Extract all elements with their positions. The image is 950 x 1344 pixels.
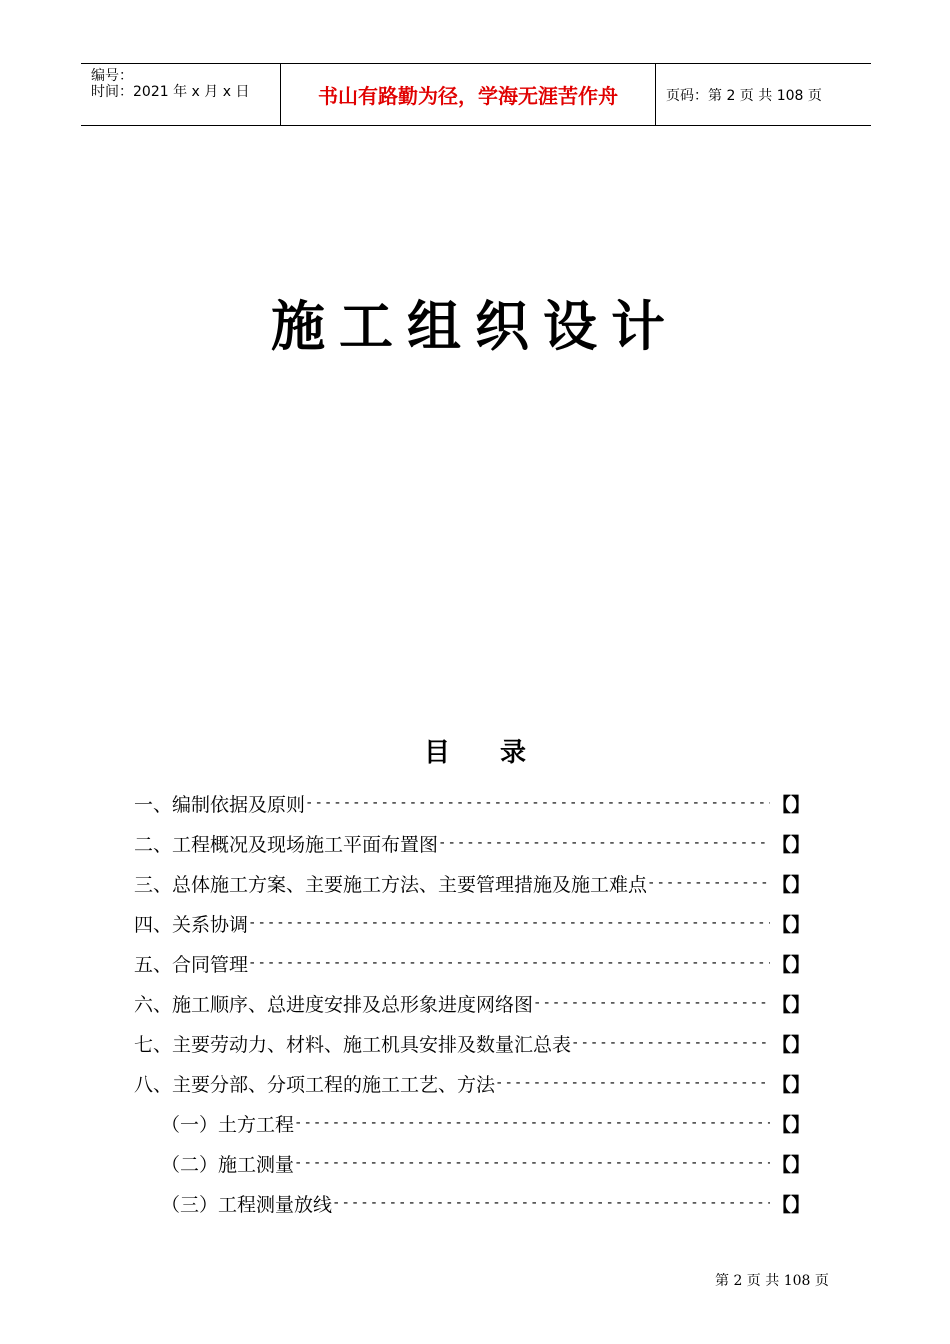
toc-subentry-2[interactable] — [134, 1143, 810, 1183]
toc-leader — [248, 955, 770, 971]
document-number-label: 编号： — [91, 68, 133, 84]
toc-entry-text: （三）工程测量放线 — [161, 1193, 333, 1216]
toc-page-bracket: 【】 — [771, 793, 810, 816]
page-footer: 第 2 页 共 108 页 — [715, 1273, 829, 1289]
document-time-label: 时间：2021 年 x 月 x 日 — [91, 84, 250, 100]
toc-leader — [294, 1115, 770, 1131]
toc-page-bracket: 【】 — [771, 1113, 810, 1136]
toc-page-bracket: 【】 — [771, 1033, 810, 1056]
toc-leader — [248, 915, 770, 931]
toc-entry-text: 二、工程概况及现场施工平面布置图 — [134, 833, 439, 856]
toc-entry-2[interactable] — [134, 823, 810, 863]
toc-entry-text: 一、编制依据及原则 — [134, 793, 306, 816]
toc-page-bracket: 【】 — [771, 1193, 810, 1216]
header-meta — [81, 64, 281, 125]
toc-entry-6[interactable] — [134, 983, 810, 1023]
toc-entry-3[interactable] — [134, 863, 810, 903]
toc-page-bracket: 【】 — [771, 1073, 810, 1096]
toc-page-bracket: 【】 — [771, 913, 810, 936]
toc-subentry-1[interactable] — [134, 1103, 810, 1143]
toc-leader — [533, 995, 770, 1011]
toc-leader — [305, 795, 770, 811]
toc-entry-text: （二）施工测量 — [161, 1153, 295, 1176]
toc-leader — [332, 1195, 770, 1211]
toc-page-bracket: 【】 — [771, 873, 810, 896]
toc-entry-text: （一）土方工程 — [161, 1113, 295, 1136]
toc-page-bracket: 【】 — [771, 953, 810, 976]
toc-entry-text: 六、施工顺序、总进度安排及总形象进度网络图 — [134, 993, 534, 1016]
toc-entry-8[interactable] — [134, 1063, 810, 1103]
header-page-info: 页码：第 2 页 共 108 页 — [666, 87, 822, 104]
toc-page-bracket: 【】 — [771, 1153, 810, 1176]
toc-leader — [647, 875, 770, 891]
toc-entry-text: 三、总体施工方案、主要施工方法、主要管理措施及施工难点 — [134, 873, 648, 896]
toc-title: 目录 — [423, 738, 576, 768]
toc-leader — [438, 835, 770, 851]
toc-entry-text: 七、主要劳动力、材料、施工机具安排及数量汇总表 — [134, 1033, 572, 1056]
toc-page-bracket: 【】 — [771, 833, 810, 856]
toc-entry-4[interactable] — [134, 903, 810, 943]
page-header — [81, 63, 871, 126]
toc-entry-7[interactable] — [134, 1023, 810, 1063]
toc-leader — [294, 1155, 770, 1171]
toc-entry-text: 八、主要分部、分项工程的施工工艺、方法 — [134, 1073, 496, 1096]
toc-leader — [571, 1035, 770, 1051]
table-of-contents — [134, 783, 810, 1223]
header-motto: 书山有路勤为径，学海无涯苦作舟 — [281, 64, 656, 125]
toc-entry-5[interactable] — [134, 943, 810, 983]
toc-page-bracket: 【】 — [771, 993, 810, 1016]
document-title: 施工组织设计 — [271, 295, 679, 358]
toc-entry-text: 五、合同管理 — [134, 953, 249, 976]
toc-entry-text: 四、关系协调 — [134, 913, 249, 936]
toc-subentry-3[interactable] — [134, 1183, 810, 1223]
toc-leader — [495, 1075, 770, 1091]
toc-entry-1[interactable] — [134, 783, 810, 823]
